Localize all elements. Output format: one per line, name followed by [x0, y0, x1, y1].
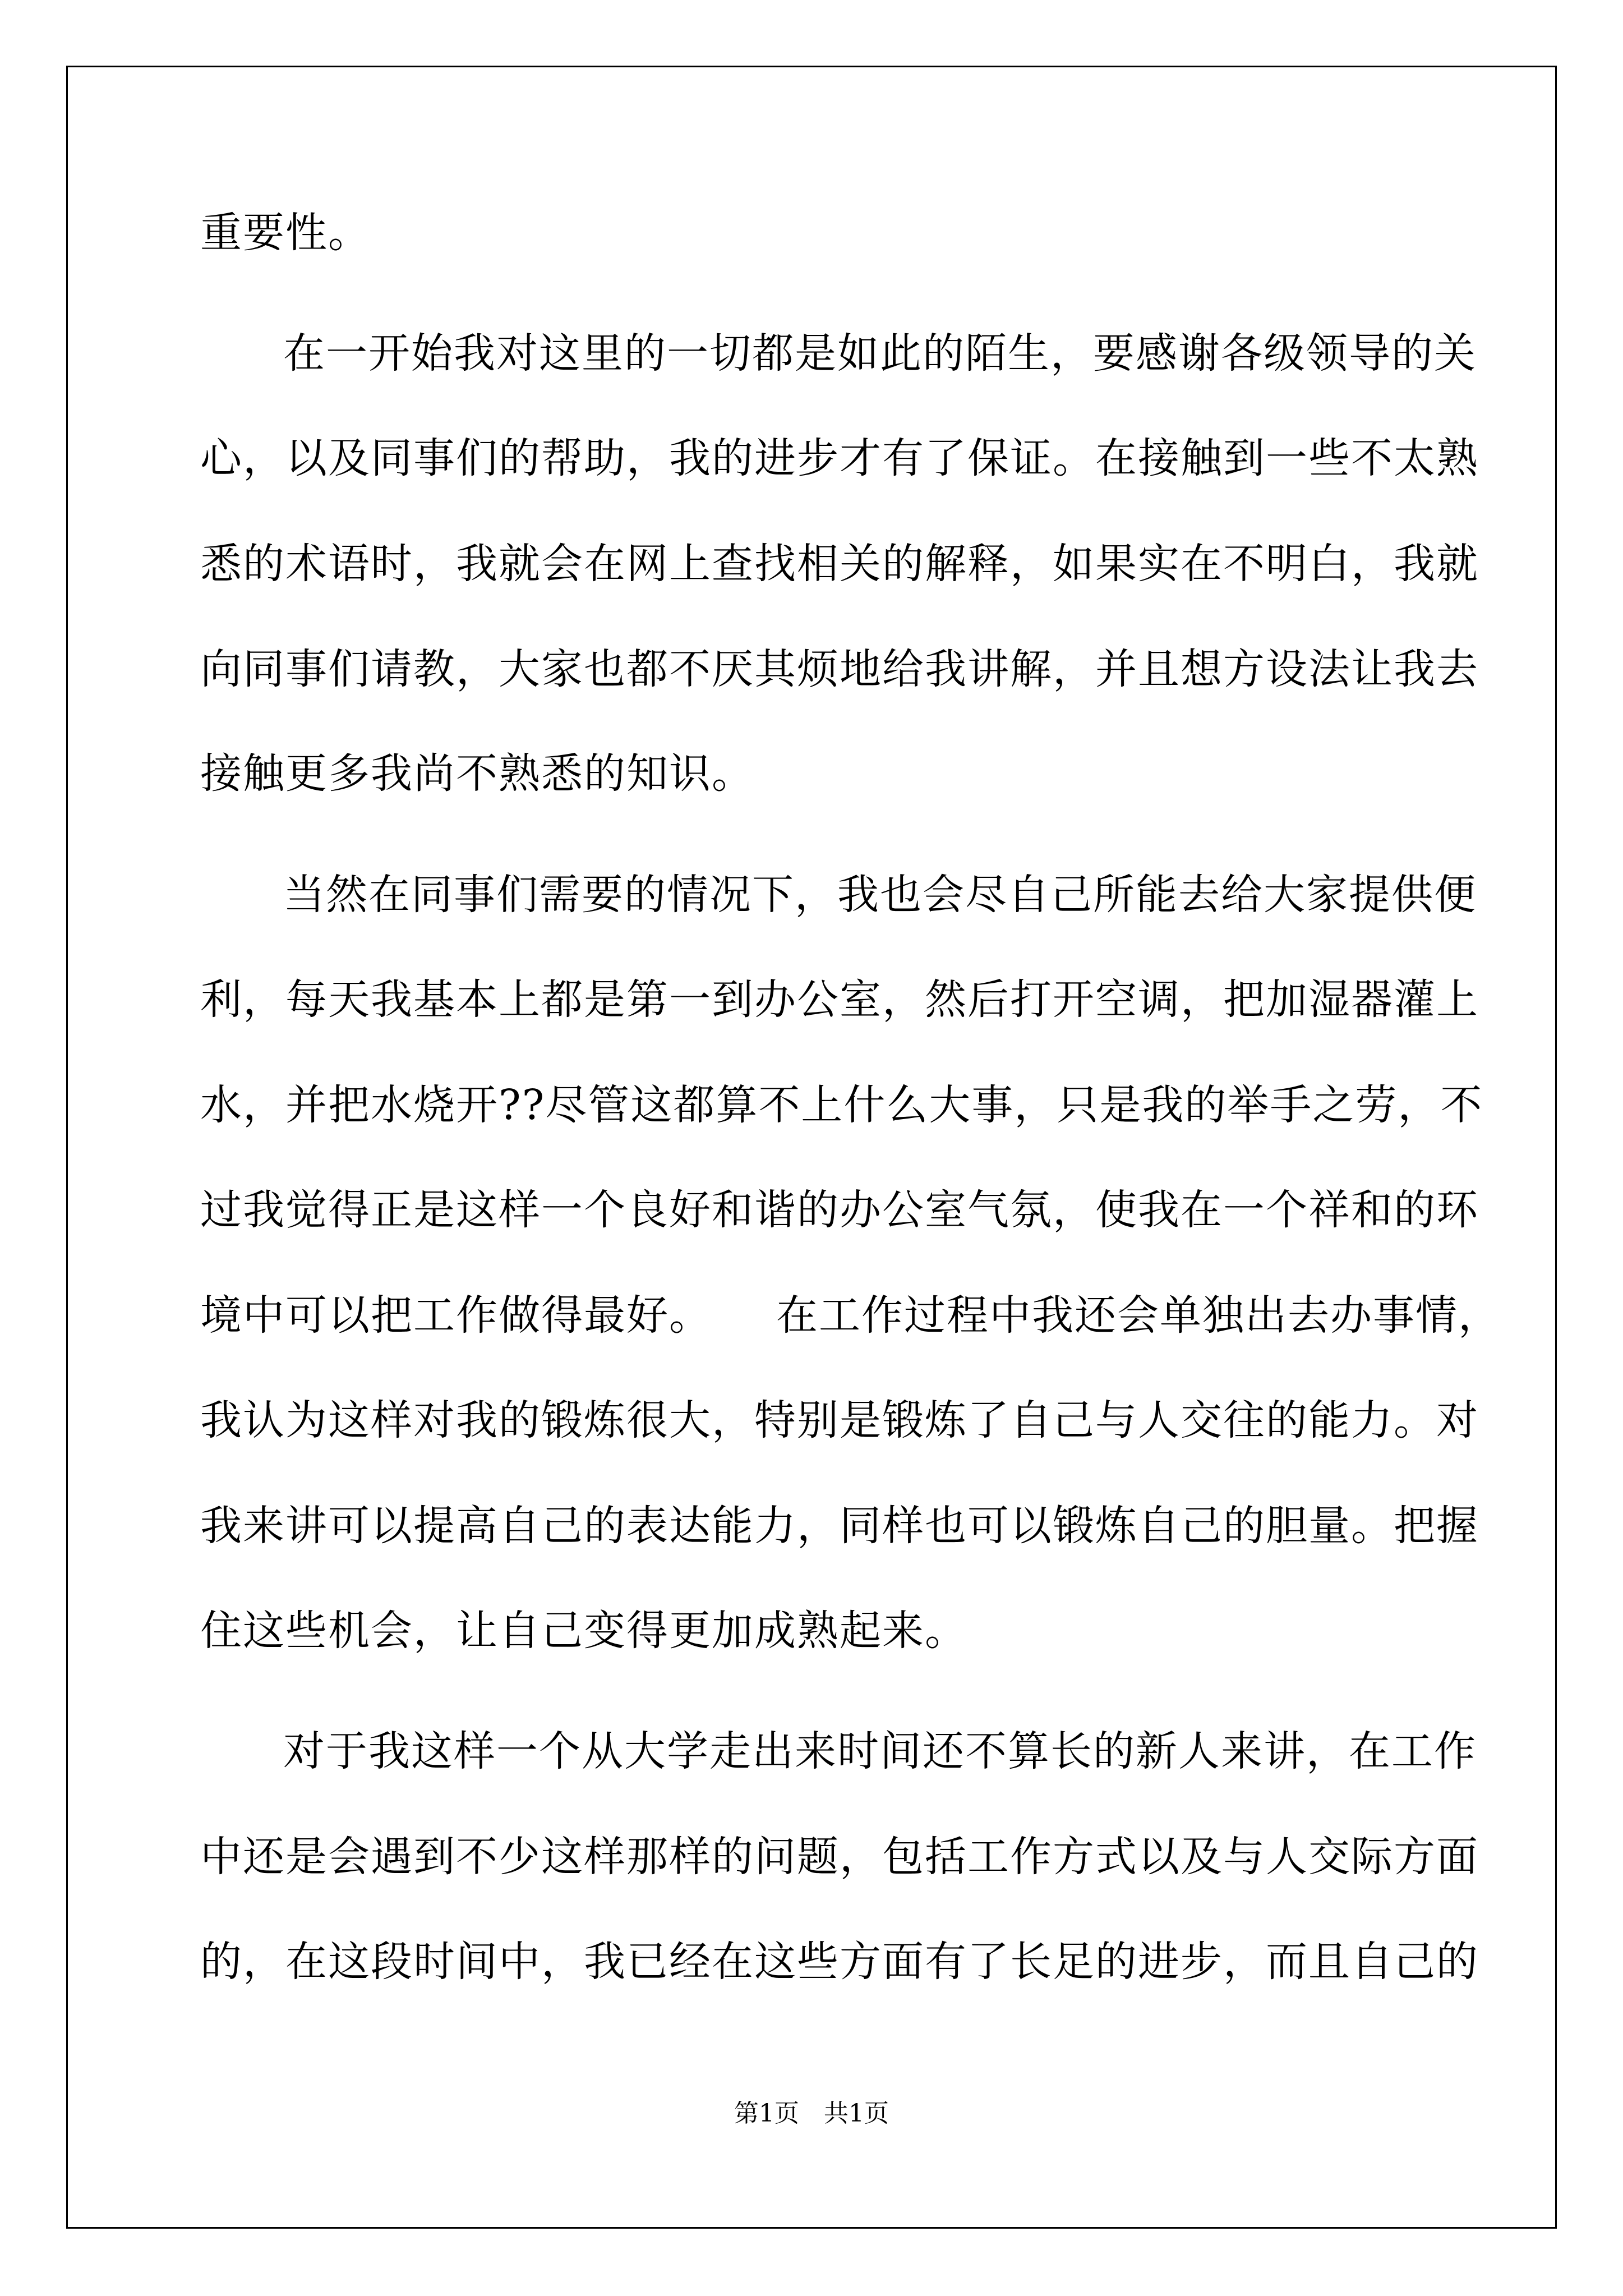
- text-line: 重要性。: [200, 209, 371, 257]
- page-border: [66, 66, 1557, 2229]
- text-line: 的，在这段时间中，我已经在这些方面有了长足的进步，而且自己的: [200, 1938, 1479, 1986]
- text-line: 向同事们请教，大家也都不厌其烦地给我讲解，并且想方设法让我去: [200, 645, 1479, 693]
- text-line: 当然在同事们需要的情况下，我也会尽自己所能去给大家提供便: [283, 871, 1477, 919]
- text-line: 对于我这样一个从大学走出来时间还不算长的新人来讲，在工作: [283, 1727, 1477, 1775]
- text-line: 境中可以把工作做得最好。 在工作过程中我还会单独出去办事情，: [200, 1291, 1501, 1340]
- text-line: 住这些机会，让自己变得更加成熟起来。: [200, 1607, 967, 1655]
- page-footer: 第1页 共1页: [734, 2099, 889, 2128]
- text-line: 水，并把水烧开??尽管这都算不上什么大事，只是我的举手之劳，不: [200, 1081, 1483, 1129]
- text-line: 在一开始我对这里的一切都是如此的陌生，要感谢各级领导的关: [283, 329, 1477, 378]
- text-line: 悉的术语时，我就会在网上查找相关的解释，如果实在不明白，我就: [200, 540, 1479, 588]
- text-line: 利，每天我基本上都是第一到办公室，然后打开空调，把加湿器灌上: [200, 976, 1479, 1024]
- text-line: 心，以及同事们的帮助，我的进步才有了保证。在接触到一些不太熟: [200, 434, 1479, 482]
- text-line: 我来讲可以提高自己的表达能力，同样也可以锻炼自己的胆量。把握: [200, 1502, 1479, 1550]
- text-line: 我认为这样对我的锻炼很大，特别是锻炼了自己与人交往的能力。对: [200, 1396, 1479, 1444]
- text-line: 中还是会遇到不少这样那样的问题，包括工作方式以及与人交际方面: [200, 1833, 1479, 1881]
- text-line: 过我觉得正是这样一个良好和谐的办公室气氛，使我在一个祥和的环: [200, 1186, 1479, 1234]
- text-line: 接触更多我尚不熟悉的知识。: [200, 749, 754, 798]
